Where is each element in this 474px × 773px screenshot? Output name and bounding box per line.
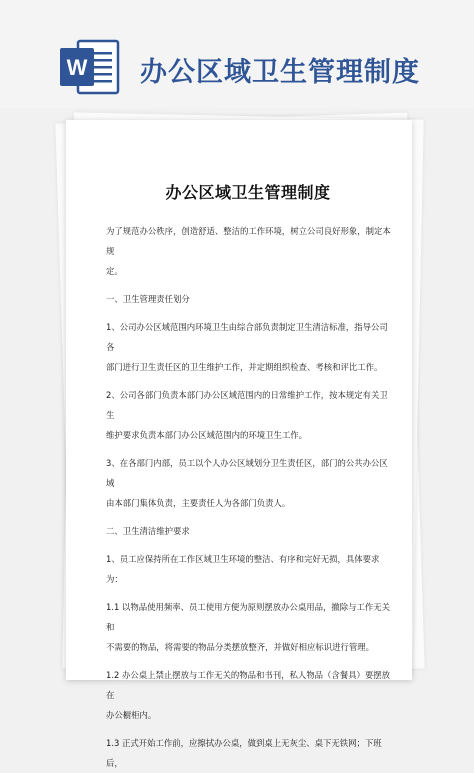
document-paragraph: 1.1 以物品使用频率、员工使用方便为原则摆放办公桌用品，撤除与工作无关和 不需要的物品，将需要的物品分类摆放整齐，并做好相应标识进行管理。 [106, 602, 390, 652]
document-paragraph: 3、在各部门内部，员工以个人办公区域划分卫生责任区，部门的公共办公区域 由本部门集体负责，主要责任人为各部门负责人。 [106, 458, 388, 508]
word-document-icon [58, 38, 120, 96]
document-paragraph: 1、员工应保持所在工作区域卫生环境的整洁、有序和完好无损，具体要求为： [106, 554, 380, 584]
header-banner [0, 0, 474, 108]
document-paragraph: 为了规范办公秩序，创造舒适、整洁的工作环境，树立公司良好形象，制定本规 定。 [106, 226, 391, 276]
document-title: 办公区域卫生管理制度 [165, 183, 331, 202]
section-heading: 一、卫生管理责任划分 [106, 294, 190, 304]
document-page [66, 120, 412, 768]
document-paragraph: 1、公司办公区域范围内环境卫生由综合部负责制定卫生清洁标准，指导公司各 部门进行卫生责任区的卫生维护工作，并定期组织检查、考核和评比工作。 [106, 322, 388, 372]
document-paragraph: 2、公司各部门负责本部门办公区域范围内的日常维护工作，按本规定有关卫生 维护要求负责本部门办公区域范围内的环境卫生工作。 [106, 390, 388, 440]
document-paragraph: 1.3 正式开始工作前，应擦拭办公桌，做到桌上无灰尘、桌下无铁网；下班后， [106, 738, 382, 768]
document-paragraph: 1.2 办公桌上禁止摆放与工作无关的物品和书刊，私人物品（含餐具）要摆放在 办公橱柜内。 [106, 670, 390, 720]
word-logo-letter: W [66, 55, 88, 80]
banner-title: 办公区域卫生管理制度 [140, 57, 420, 88]
section-heading: 二、卫生清洁维护要求 [106, 526, 190, 536]
